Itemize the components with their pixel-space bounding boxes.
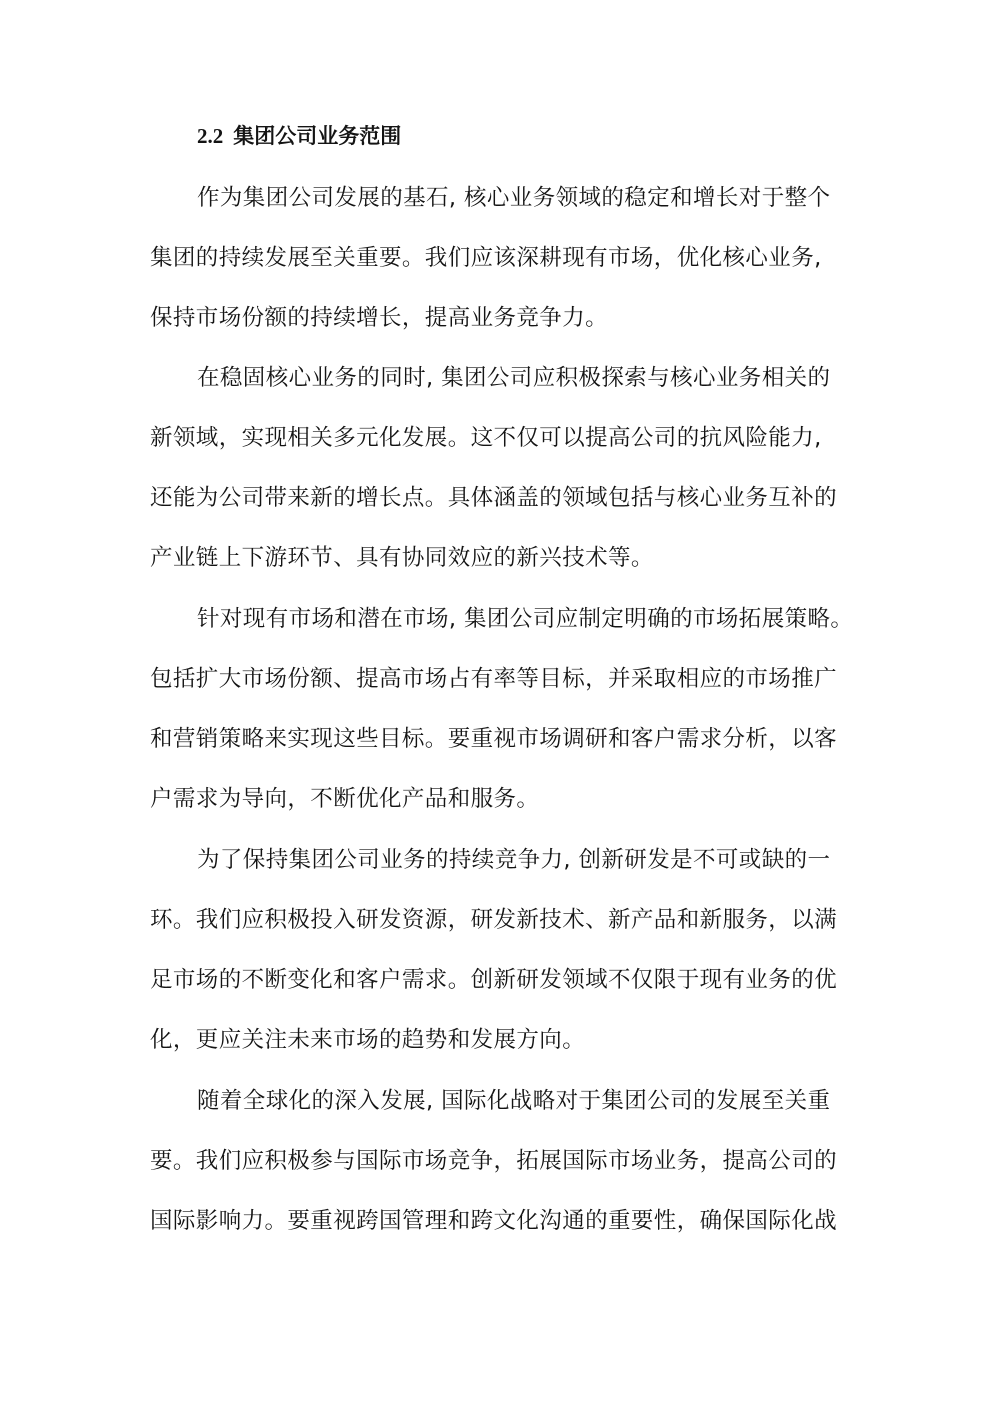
paragraph-line: 包括扩大市场份额、提高市场占有率等目标，并采取相应的市场推广 — [150, 666, 838, 692]
paragraph-line: 环。我们应积极投入研发资源，研发新技术、新产品和新服务，以满 — [150, 907, 838, 933]
paragraph-line: 新领域，实现相关多元化发展。这不仅可以提高公司的抗风险能力, — [150, 425, 822, 451]
paragraph-line: 随着全球化的深入发展, 国际化战略对于集团公司的发展至关重 — [197, 1088, 831, 1114]
section-number: 2.2 — [197, 124, 224, 148]
paragraph-line: 产业链上下游环节、具有协同效应的新兴技术等。 — [150, 545, 654, 571]
paragraph-line: 化，更应关注未来市场的趋势和发展方向。 — [150, 1027, 586, 1053]
paragraph-line: 保持市场份额的持续增长，提高业务竞争力。 — [150, 305, 609, 331]
paragraph-line: 国际影响力。要重视跨国管理和跨文化沟通的重要性，确保国际化战 — [150, 1208, 838, 1234]
paragraph-line: 还能为公司带来新的增长点。具体涵盖的领域包括与核心业务互补的 — [150, 485, 838, 511]
paragraph-line: 集团的持续发展至关重要。我们应该深耕现有市场，优化核心业务, — [150, 245, 822, 271]
section-title: 集团公司业务范围 — [233, 124, 402, 148]
section-heading — [197, 118, 401, 154]
paragraph-line: 足市场的不断变化和客户需求。创新研发领域不仅限于现有业务的优 — [150, 967, 838, 993]
paragraph-line: 和营销策略来实现这些目标。要重视市场调研和客户需求分析，以客 — [150, 726, 838, 752]
paragraph-line: 要。我们应积极参与国际市场竞争，拓展国际市场业务，提高公司的 — [150, 1148, 838, 1174]
paragraph-line: 作为集团公司发展的基石, 核心业务领域的稳定和增长对于整个 — [197, 185, 831, 211]
paragraph-line: 为了保持集团公司业务的持续竞争力, 创新研发是不可或缺的一 — [197, 847, 831, 873]
paragraph-line: 在稳固核心业务的同时, 集团公司应积极探索与核心业务相关的 — [197, 365, 831, 391]
paragraph-line: 户需求为导向，不断优化产品和服务。 — [150, 786, 540, 812]
paragraph-line: 针对现有市场和潜在市场, 集团公司应制定明确的市场拓展策略。 — [197, 606, 854, 632]
